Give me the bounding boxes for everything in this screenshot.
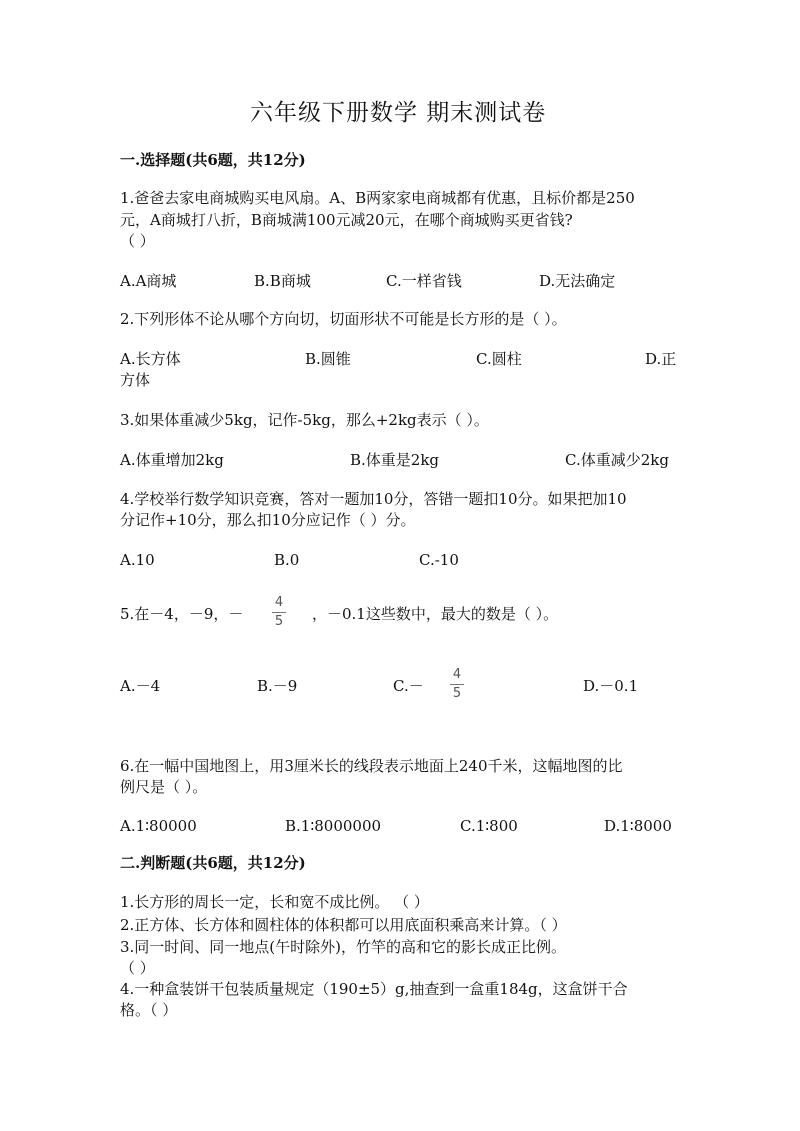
question-5-option-d: D.－0.1 — [583, 677, 639, 695]
question-6-option-c: C.1∶800 — [460, 817, 518, 835]
fraction-numerator: 4 — [274, 595, 284, 610]
question-4-option-c: C.-10 — [419, 551, 459, 569]
question-1-option-c: C.一样省钱 — [386, 272, 462, 290]
question-3-option-c: C.体重减少2kg — [565, 451, 669, 469]
judgment-item-3: 3.同一时间、同一地点(午时除外)，竹竿的高和它的影长成正比例。 — [120, 938, 567, 956]
judgment-item-3-blank: （ ） — [120, 959, 155, 977]
fraction-bar — [272, 612, 286, 613]
judgment-item-4-wrap: 格。（ ） — [120, 1001, 178, 1019]
page-title: 六年级下册数学 期末测试卷 — [250, 100, 547, 126]
question-3-option-b: B.体重是2kg — [350, 451, 440, 469]
question-4-line-2: 分记作+10分，那么扣10分应记作（ ）分。 — [120, 511, 416, 529]
question-1-option-d: D.无法确定 — [539, 272, 616, 290]
question-6-option-d: D.1∶8000 — [604, 817, 672, 835]
question-2-option-d: D.正 — [645, 350, 677, 368]
question-5-suffix: ，－0.1这些数中，最大的数是（ ）。 — [312, 605, 559, 623]
question-1-line-2: 元，A商城打八折，B商城满100元减20元，在哪个商城购买更省钱? — [120, 211, 573, 229]
question-6-line-1: 6.在一幅中国地图上，用3厘米长的线段表示地面上240千米，这幅地图的比 — [120, 757, 623, 775]
fraction-numerator: 4 — [452, 667, 462, 682]
section-heading-choice: 一.选择题(共6题，共12分) — [120, 151, 306, 169]
question-1-answer-blank: （ ） — [120, 232, 155, 250]
fraction-denominator: 5 — [452, 686, 462, 701]
section-heading-judgment: 二.判断题(共6题，共12分) — [120, 854, 306, 872]
fraction-denominator: 5 — [274, 614, 284, 629]
question-5-prefix: 5.在－4，－9，－ — [120, 605, 244, 623]
question-4-option-b: B.0 — [274, 551, 300, 569]
question-4-option-a: A.10 — [120, 551, 155, 569]
question-5-option-c-fraction — [449, 668, 465, 701]
question-5-option-c: C.－ — [393, 677, 424, 695]
judgment-item-2: 2.正方体、长方体和圆柱体的体积都可以用底面积乘高来计算。（ ） — [120, 916, 567, 934]
question-2-option-a: A.长方体 — [120, 350, 181, 368]
question-1-option-a: A.A商城 — [120, 272, 177, 290]
question-5-option-a: A.－4 — [120, 677, 161, 695]
judgment-item-4: 4.一种盒装饼干包装质量规定（190±5）g,抽查到一盒重184g，这盒饼干合 — [120, 980, 628, 998]
question-2-option-c: C.圆柱 — [476, 350, 522, 368]
question-3-line-1: 3.如果体重减少5kg，记作-5kg，那么+2kg表示（ ）。 — [120, 411, 489, 429]
fraction-bar — [450, 684, 464, 685]
question-6-line-2: 例尺是（ ）。 — [120, 778, 208, 796]
question-3-option-a: A.体重增加2kg — [120, 451, 224, 469]
question-6-option-b: B.1∶8000000 — [285, 817, 382, 835]
question-2-line-1: 2.下列形体不论从哪个方向切，切面形状不可能是长方形的是（ ）。 — [120, 310, 567, 328]
question-4-line-1: 4.学校举行数学知识竞赛，答对一题加10分，答错一题扣10分。如果把加10 — [120, 490, 627, 508]
question-5-fraction — [271, 596, 287, 629]
question-2-option-b: B.圆锥 — [305, 350, 351, 368]
question-6-option-a: A.1∶80000 — [120, 817, 197, 835]
question-1-line-1: 1.爸爸去家电商城购买电风扇。A、B两家家电商城都有优惠，且标价都是250 — [120, 189, 635, 207]
judgment-item-1: 1.长方形的周长一定，长和宽不成比例。 （ ） — [120, 893, 429, 911]
question-2-option-d-wrap: 方体 — [120, 371, 151, 389]
question-1-option-b: B.B商城 — [254, 272, 311, 290]
question-5-option-b: B.－9 — [257, 677, 298, 695]
